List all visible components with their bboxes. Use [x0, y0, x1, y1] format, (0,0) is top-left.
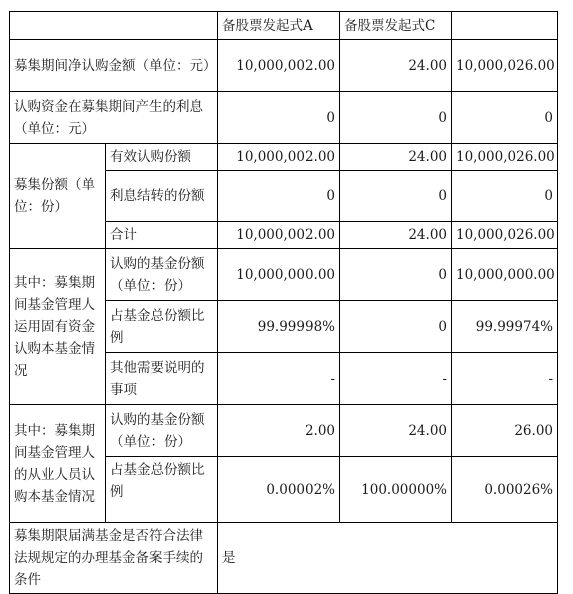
header-total-cell	[452, 12, 558, 40]
row-label-interest-converted: 利息结转的份额	[106, 171, 218, 222]
value-c: 24.00	[340, 144, 452, 171]
header-class-a: 备股票发起式A	[218, 12, 340, 40]
row-label-other: 其他需要说明的事项	[106, 353, 218, 405]
row-label-subscribed: 认购的基金份额（单位：份）	[106, 249, 218, 301]
value-c: 0	[340, 301, 452, 353]
value-c: 24.00	[340, 222, 452, 249]
value-total: 10,000,026.00	[452, 222, 558, 249]
value-total: 0	[452, 92, 558, 144]
row-label-ratio: 占基金总份额比例	[106, 301, 218, 353]
group-label-shares: 募集份额（单位：份）	[10, 144, 106, 249]
value-a: 10,000,000.00	[218, 249, 340, 301]
group-label-staff: 其中：募集期间基金管理人的从业人员认购本基金情况	[10, 405, 106, 523]
value-a: 0	[218, 171, 340, 222]
value-total: 26.00	[452, 405, 558, 457]
value-c: -	[340, 353, 452, 405]
value-a: 0.00002%	[218, 457, 340, 523]
value-a: 10,000,002.00	[218, 222, 340, 249]
table-row	[10, 523, 558, 594]
value-c: 0	[340, 249, 452, 301]
value-c: 100.00000%	[340, 457, 452, 523]
value-total: 99.99974%	[452, 301, 558, 353]
header-empty-cell	[10, 12, 218, 40]
value-a: 99.99998%	[218, 301, 340, 353]
header-class-c: 备股票发起式C	[340, 12, 452, 40]
fund-subscription-table	[9, 11, 558, 594]
table-row	[10, 92, 558, 144]
value-c: 0	[340, 171, 452, 222]
value-c: 24.00	[340, 405, 452, 457]
table-row	[10, 249, 558, 301]
value-total: 10,000,000.00	[452, 249, 558, 301]
table-row	[10, 405, 558, 457]
row-label-interest: 认购资金在募集期间产生的利息（单位：元）	[10, 92, 218, 144]
value-total: 10,000,026.00	[452, 144, 558, 171]
value-a: 10,000,002.00	[218, 144, 340, 171]
value-total: 10,000,026.00	[452, 40, 558, 92]
value-c: 24.00	[340, 40, 452, 92]
value-a: 2.00	[218, 405, 340, 457]
row-label-subscribed: 认购的基金份额（单位：份）	[106, 405, 218, 457]
table-row	[10, 144, 558, 171]
value-a: 0	[218, 92, 340, 144]
value-a: -	[218, 353, 340, 405]
value-total: 0	[452, 171, 558, 222]
value-total: -	[452, 353, 558, 405]
value-compliance: 是	[218, 523, 558, 594]
row-label-net-subscription: 募集期间净认购金额（单位：元）	[10, 40, 218, 92]
table-row	[10, 40, 558, 92]
table-header-row	[10, 12, 558, 40]
value-c: 0	[340, 92, 452, 144]
row-label-ratio: 占基金总份额比例	[106, 457, 218, 523]
value-a: 10,000,002.00	[218, 40, 340, 92]
row-label-sum: 合计	[106, 222, 218, 249]
row-label-compliance: 募集期限届满基金是否符合法律法规规定的办理基金备案手续的条件	[10, 523, 218, 594]
group-label-manager-own: 其中：募集期间基金管理人运用固有资金认购本基金情况	[10, 249, 106, 405]
value-total: 0.00026%	[452, 457, 558, 523]
row-label-effective: 有效认购份额	[106, 144, 218, 171]
